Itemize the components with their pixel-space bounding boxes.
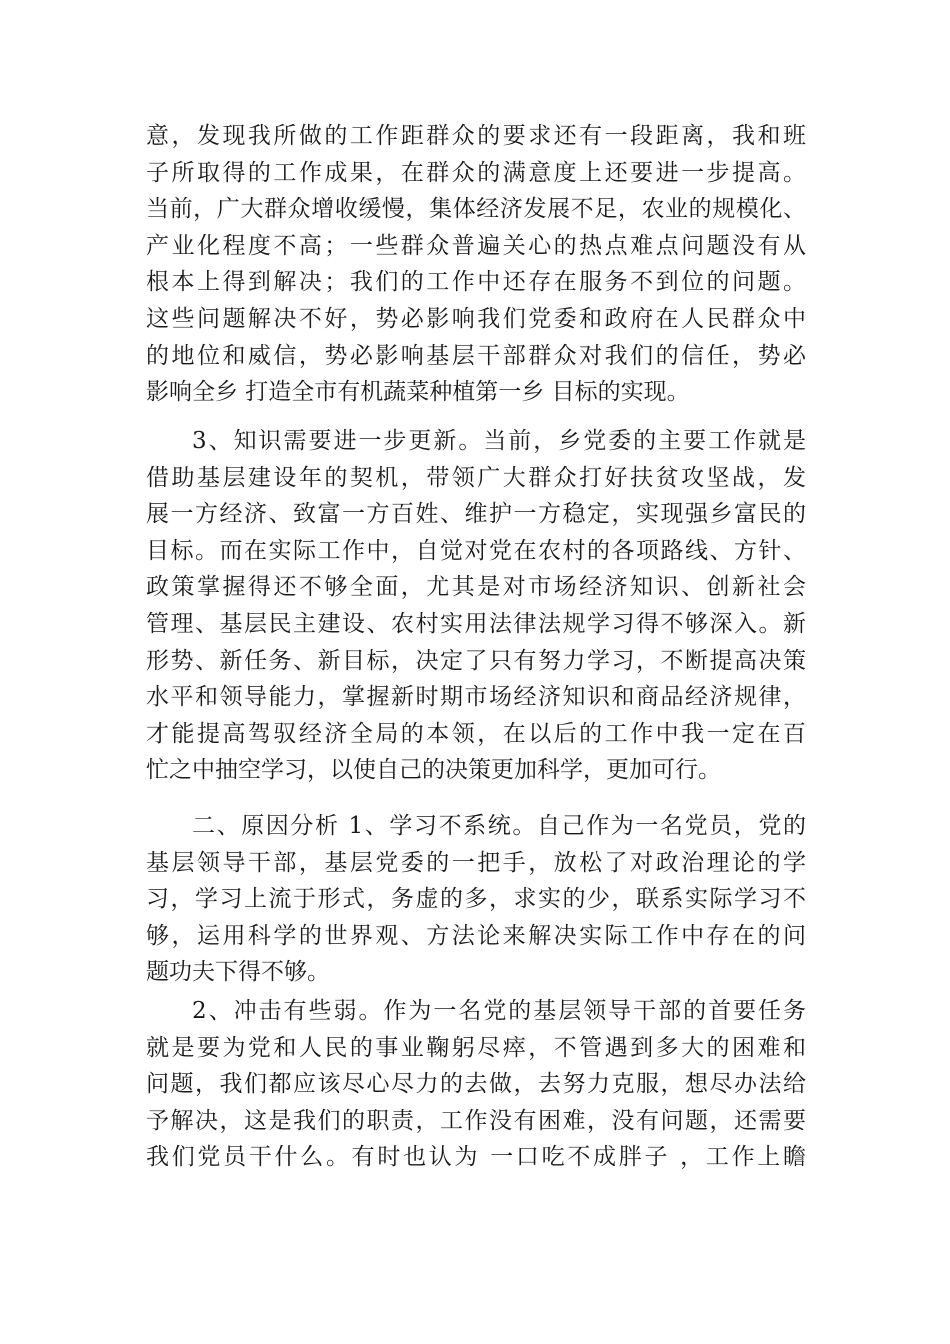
text-line: 当前，广大群众增收缓慢，集体经济发展不足，农业的规模化、 xyxy=(146,196,806,223)
paragraph-3 xyxy=(146,808,806,991)
text-line: 忙之中抽空学习，以使自己的决策更加科学，更加可行。 xyxy=(146,757,721,784)
text-line: 习，学习上流于形式，务虚的多，求实的少，联系实际学习不 xyxy=(146,886,806,913)
text-line: 够，运用科学的世界观、方法论来解决实际工作中存在的问 xyxy=(146,922,806,949)
text-line: 管理、基层民主建设、农村实用法律法规学习得不够深入。新 xyxy=(146,610,806,637)
text-line: 展一方经济、致富一方百姓、维护一方稳定，实现强乡富民的 xyxy=(146,501,806,528)
text-line: 这些问题解决不好，势必影响我们党委和政府在人民群众中 xyxy=(146,305,806,332)
paragraph-1 xyxy=(146,118,806,411)
text-line: 借助基层建设年的契机，带领广大群众打好扶贫攻坚战，发 xyxy=(146,464,806,491)
text-line: 子所取得的工作成果，在群众的满意度上还要进一步提高。 xyxy=(146,159,806,186)
text-line: 影响全乡 打造全市有机蔬菜种植第一乡 目标的实现。 xyxy=(146,379,690,406)
text-line: 基层领导干部，基层党委的一把手，放松了对政治理论的学 xyxy=(146,849,806,876)
text-line: 我们党员干什么。有时也认为 一口吃不成胖子 ，工作上瞻 xyxy=(146,1144,806,1171)
text-line: 予解决，这是我们的职责，工作没有困难，没有问题，还需要 xyxy=(146,1107,806,1134)
text-line: 意，发现我所做的工作距群众的要求还有一段距离，我和班 xyxy=(146,123,806,149)
text-line: 二、原因分析 1、学习不系统。自己作为一名党员，党的 xyxy=(192,813,806,839)
text-line: 根本上得到解决；我们的工作中还存在服务不到位的问题。 xyxy=(146,269,806,296)
text-line: 政策掌握得还不够全面，尤其是对市场经济知识、创新社会 xyxy=(146,574,806,601)
text-line: 形势、新任务、新目标，决定了只有努力学习，不断提高决策 xyxy=(146,647,806,674)
text-line: 产业化程度不高；一些群众普遍关心的热点难点问题没有从 xyxy=(146,232,806,259)
text-line: 的地位和威信，势必影响基层干部群众对我们的信任，势必 xyxy=(146,342,806,369)
text-line: 题功夫下得不够。 xyxy=(146,959,330,986)
text-line: 就是要为党和人民的事业鞠躬尽瘁，不管遇到多大的困难和 xyxy=(146,1034,806,1061)
text-line: 问题，我们都应该尽心尽力的去做，去努力克服，想尽办法给 xyxy=(146,1071,806,1098)
text-line: 3、知识需要进一步更新。当前，乡党委的主要工作就是 xyxy=(192,428,806,454)
paragraph-2 xyxy=(146,423,806,789)
text-line: 才能提高驾驭经济全局的本领，在以后的工作中我一定在百 xyxy=(146,720,806,747)
text-line: 目标。而在实际工作中，自觉对党在农村的各项路线、方针、 xyxy=(146,537,806,564)
text-line: 2、冲击有些弱。作为一名党的基层领导干部的首要任务 xyxy=(192,998,806,1024)
paragraph-4 xyxy=(146,993,806,1176)
text-line: 水平和领导能力，掌握新时期市场经济知识和商品经济规律， xyxy=(146,684,806,711)
